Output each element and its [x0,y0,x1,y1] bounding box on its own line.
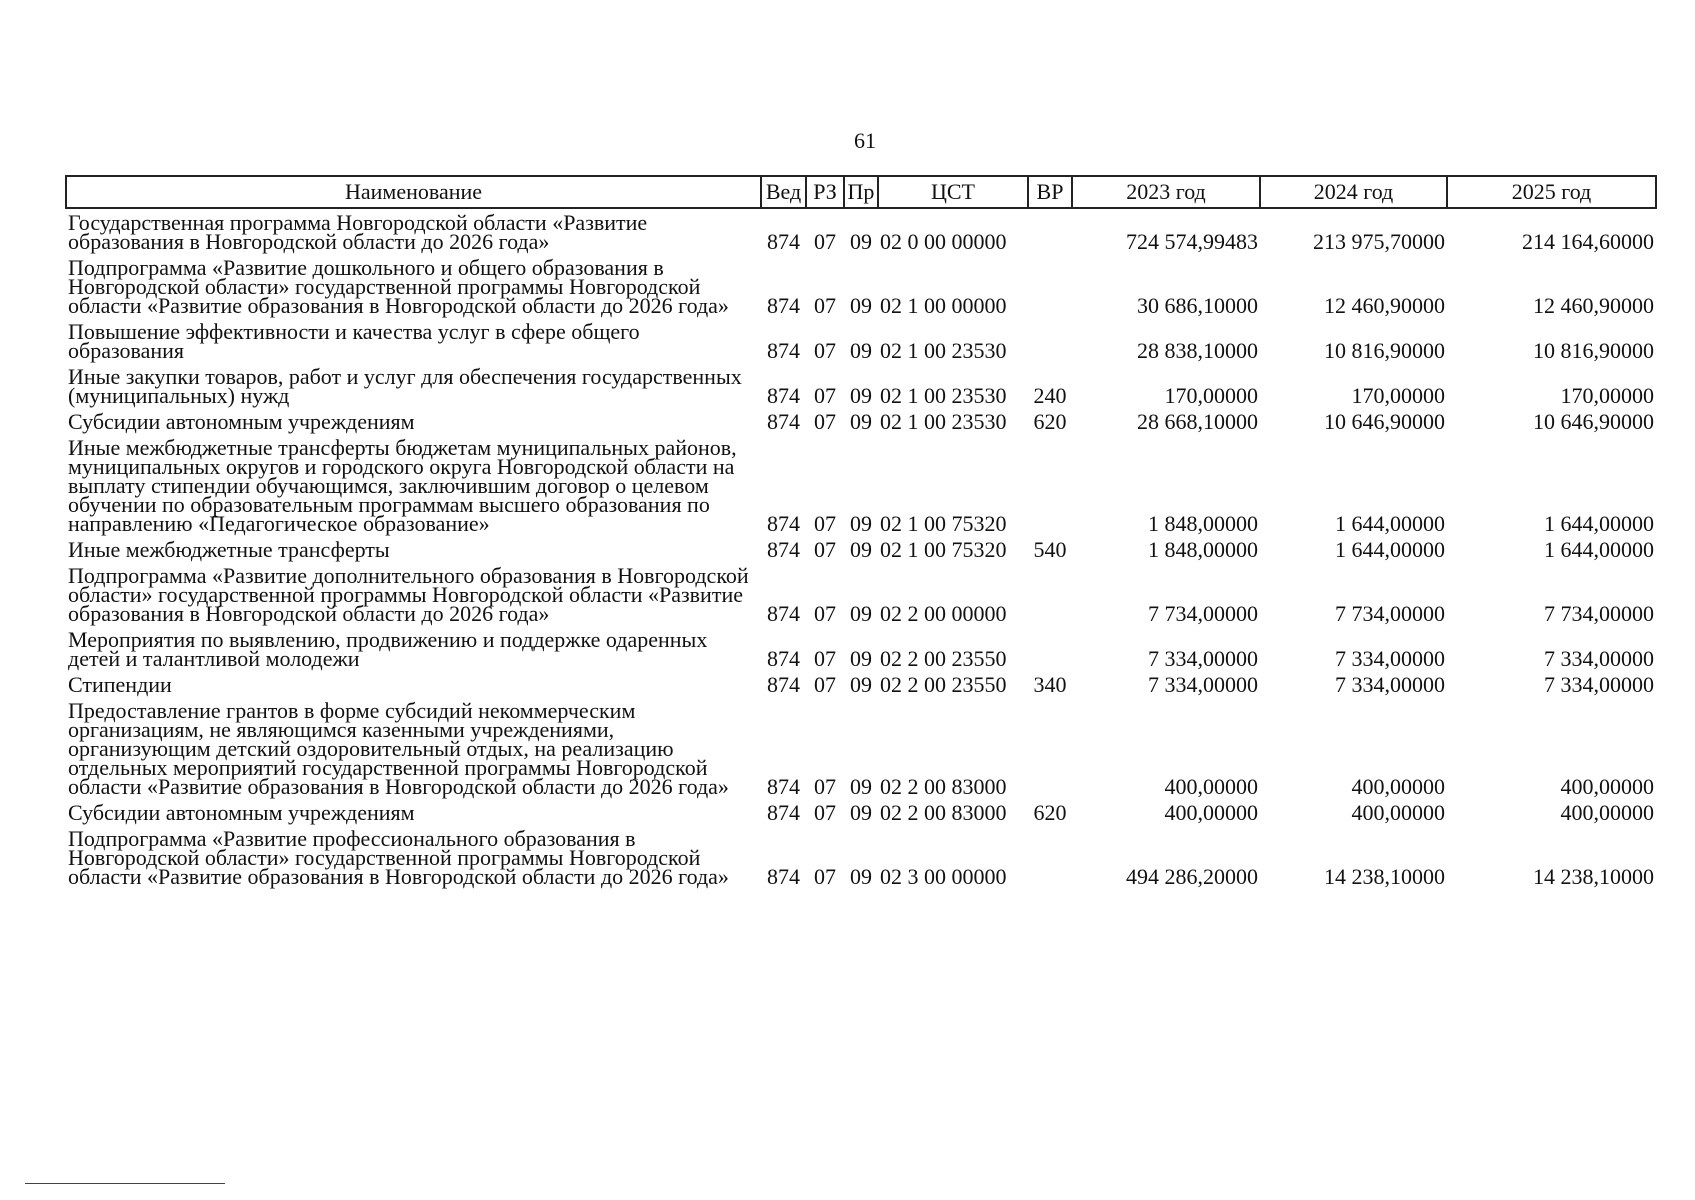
cell-2025: 7 334,00000 [1544,672,1654,697]
table-row [66,208,1656,254]
cell-vr [1028,825,1072,889]
header-pr: Пр [844,176,878,208]
cell-cst: 02 1 00 75320 [880,511,1007,536]
cell-rz: 07 [814,338,836,363]
cell-ved: 874 [767,338,800,363]
cell-name: Стипендии [68,672,172,697]
cell-ved: 874 [767,409,800,434]
cell-2024: 170,00000 [1351,383,1445,408]
cell-2023: 400,00000 [1164,800,1258,825]
cell-vr: 340 [1033,672,1067,697]
page-number: 61 [854,128,876,153]
cell-rz: 07 [814,800,836,825]
cell-2025: 10 646,90000 [1533,409,1654,434]
cell-name: Предоставление грантов в форме субсидий некоммерческим организациям, не являющимся казенными учреждениями, организующим детский оздоровительный отдых, на реализацию отдельных мероприятий государственной программы Новгородской области «Развитие образования в Новгородской области до 2026 года» [68,698,729,799]
cell-rz: 07 [814,646,836,671]
table-header-row [66,176,1656,208]
cell-name: Повышение эффективности и качества услуг в сфере общего образования [68,319,640,363]
cell-2025: 1 644,00000 [1544,511,1654,536]
cell-2024: 1 644,00000 [1335,537,1445,562]
cell-2023: 30 686,10000 [1137,293,1258,318]
cell-rz: 07 [814,409,836,434]
header-name: Наименование [66,176,761,208]
cell-cst: 02 1 00 75320 [880,537,1007,562]
header-ved: Вед [761,176,806,208]
cell-2023: 1 848,00000 [1148,511,1258,536]
cell-pr: 09 [850,601,872,626]
cell-2024: 7 334,00000 [1335,646,1445,671]
cell-name: Подпрограмма «Развитие дополнительного образования в Новгородской области» государственной программы Новгородской области «Развитие образования в Новгородской области до 2026 года» [68,563,749,626]
cell-ved: 874 [767,601,800,626]
cell-cst: 02 0 00 00000 [880,229,1007,254]
cell-pr: 09 [850,511,872,536]
table-row [66,671,1656,697]
table-row [66,434,1656,536]
cell-vr: 540 [1033,537,1067,562]
table-row [66,697,1656,799]
budget-table [65,175,1657,889]
cell-ved: 874 [767,537,800,562]
cell-2023: 724 574,99483 [1126,229,1258,254]
cell-2023: 400,00000 [1164,774,1258,799]
cell-name: Иные межбюджетные трансферты [68,537,390,562]
cell-2024: 400,00000 [1351,774,1445,799]
cell-rz: 07 [814,672,836,697]
table-row [66,626,1656,671]
cell-2023: 1 848,00000 [1148,537,1258,562]
cell-pr: 09 [850,293,872,318]
footer-rule [25,1183,225,1184]
cell-ved: 874 [767,864,800,889]
cell-2024: 10 646,90000 [1324,409,1445,434]
cell-cst: 02 2 00 23550 [880,672,1007,697]
cell-cst: 02 2 00 83000 [880,800,1007,825]
cell-2023: 28 838,10000 [1137,338,1258,363]
cell-ved: 874 [767,774,800,799]
header-2025: 2025 год [1447,176,1656,208]
cell-rz: 07 [814,774,836,799]
cell-pr: 09 [850,409,872,434]
cell-ved: 874 [767,229,800,254]
cell-cst: 02 2 00 83000 [880,774,1007,799]
cell-2024: 14 238,10000 [1324,864,1445,889]
cell-2024: 1 644,00000 [1335,511,1445,536]
cell-vr [1028,434,1072,536]
table-body [66,208,1656,889]
table-row [66,363,1656,408]
cell-2024: 7 334,00000 [1335,672,1445,697]
table-row [66,254,1656,318]
cell-vr [1028,208,1072,254]
cell-cst: 02 1 00 23530 [880,338,1007,363]
cell-ved: 874 [767,383,800,408]
cell-vr: 240 [1033,383,1067,408]
cell-rz: 07 [814,601,836,626]
cell-rz: 07 [814,864,836,889]
cell-2023: 7 734,00000 [1148,601,1258,626]
cell-name: Мероприятия по выявлению, продвижению и поддержке одаренных детей и талантливой молодежи [68,627,708,671]
table-row [66,318,1656,363]
cell-cst: 02 2 00 00000 [880,601,1007,626]
cell-name: Субсидии автономным учреждениям [68,800,415,825]
cell-2025: 7 734,00000 [1544,601,1654,626]
cell-rz: 07 [814,229,836,254]
header-2024: 2024 год [1260,176,1447,208]
cell-2024: 7 734,00000 [1335,601,1445,626]
cell-name: Подпрограмма «Развитие профессионального образования в Новгородской области» государственной программы Новгородской области «Развитие образования в Новгородской области до 2026 года» [68,826,729,889]
cell-2025: 170,00000 [1560,383,1654,408]
table-row [66,562,1656,626]
cell-2024: 400,00000 [1351,800,1445,825]
cell-vr [1028,318,1072,363]
cell-2025: 400,00000 [1560,800,1654,825]
cell-pr: 09 [850,774,872,799]
table-row [66,408,1656,434]
header-vr: ВР [1028,176,1072,208]
cell-ved: 874 [767,293,800,318]
cell-name: Иные закупки товаров, работ и услуг для обеспечения государственных (муниципальных) нужд [68,364,742,408]
cell-rz: 07 [814,511,836,536]
cell-2024: 10 816,90000 [1324,338,1445,363]
cell-2023: 7 334,00000 [1148,646,1258,671]
cell-pr: 09 [850,646,872,671]
cell-vr [1028,697,1072,799]
cell-2025: 214 164,60000 [1522,229,1654,254]
cell-ved: 874 [767,672,800,697]
header-2023: 2023 год [1072,176,1260,208]
cell-pr: 09 [850,338,872,363]
cell-rz: 07 [814,383,836,408]
cell-ved: 874 [767,646,800,671]
cell-pr: 09 [850,672,872,697]
cell-ved: 874 [767,511,800,536]
table-row [66,536,1656,562]
cell-2025: 12 460,90000 [1533,293,1654,318]
header-rz: РЗ [806,176,844,208]
cell-pr: 09 [850,864,872,889]
cell-cst: 02 1 00 23530 [880,409,1007,434]
cell-2024: 213 975,70000 [1313,229,1445,254]
cell-pr: 09 [850,537,872,562]
cell-2023: 494 286,20000 [1126,864,1258,889]
cell-cst: 02 1 00 23530 [880,383,1007,408]
cell-rz: 07 [814,293,836,318]
cell-2025: 400,00000 [1560,774,1654,799]
cell-ved: 874 [767,800,800,825]
cell-2025: 7 334,00000 [1544,646,1654,671]
cell-2023: 170,00000 [1164,383,1258,408]
cell-cst: 02 2 00 23550 [880,646,1007,671]
cell-2024: 12 460,90000 [1324,293,1445,318]
cell-vr: 620 [1033,409,1067,434]
cell-name: Иные межбюджетные трансферты бюджетам муниципальных районов, муниципальных округов и городского округа Новгородской области на выплату стипендии обучающимся, заключившим договор о целевом обучении по образовательным программам высшего образования по направлению «Педагогическое образование» [68,435,737,536]
header-cst: ЦСТ [878,176,1028,208]
cell-vr [1028,254,1072,318]
cell-cst: 02 1 00 00000 [880,293,1007,318]
table-row [66,799,1656,825]
cell-2023: 28 668,10000 [1137,409,1258,434]
cell-cst: 02 3 00 00000 [880,864,1007,889]
cell-vr [1028,626,1072,671]
cell-2023: 7 334,00000 [1148,672,1258,697]
cell-name: Субсидии автономным учреждениям [68,409,415,434]
cell-vr [1028,562,1072,626]
cell-name: Подпрограмма «Развитие дошкольного и общего образования в Новгородской области» государственной программы Новгородской области «Развитие образования в Новгородской области до 2026 года» [68,255,729,318]
cell-pr: 09 [850,800,872,825]
cell-2025: 10 816,90000 [1533,338,1654,363]
cell-name: Государственная программа Новгородской области «Развитие образования в Новгородской области до 2026 года» [68,210,648,254]
cell-vr: 620 [1033,800,1067,825]
cell-pr: 09 [850,229,872,254]
cell-2025: 14 238,10000 [1533,864,1654,889]
cell-pr: 09 [850,383,872,408]
cell-2025: 1 644,00000 [1544,537,1654,562]
cell-rz: 07 [814,537,836,562]
table-row [66,825,1656,889]
